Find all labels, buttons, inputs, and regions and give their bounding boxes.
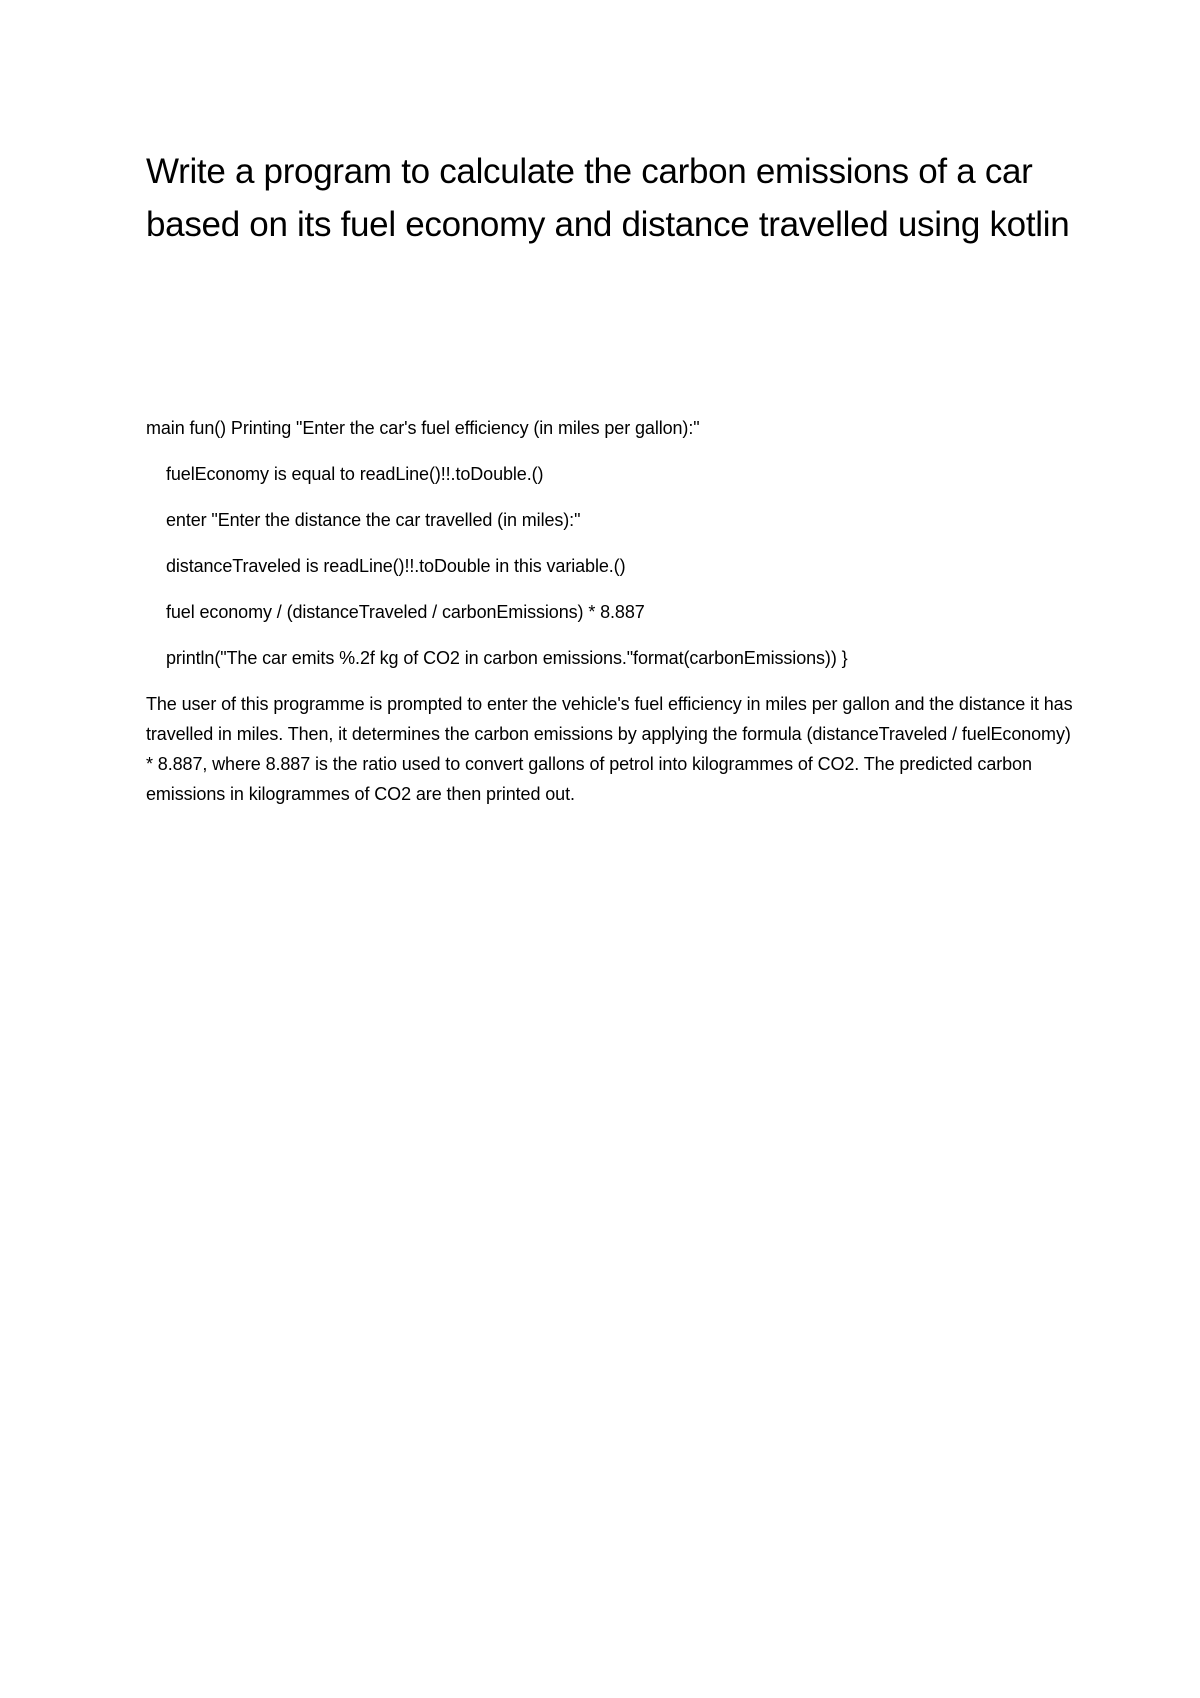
code-line: fuel economy / (distanceTraveled / carbonEmissions) * 8.887 xyxy=(166,602,645,622)
code-line: main fun() Printing "Enter the car's fuel efficiency (in miles per gallon):" xyxy=(146,418,700,438)
code-line: println("The car emits %.2f kg of CO2 in carbon emissions."format(carbonEmissions)) } xyxy=(166,648,848,668)
page-title: Write a program to calculate the carbon emissions of a car based on its fuel economy and distance travelled using kotlin xyxy=(146,152,1070,244)
code-line: enter "Enter the distance the car travelled (in miles):" xyxy=(166,510,581,530)
code-block xyxy=(146,416,1106,692)
code-line: fuelEconomy is equal to readLine()!!.toDouble.() xyxy=(166,464,544,484)
code-line: distanceTraveled is readLine()!!.toDouble in this variable.() xyxy=(166,556,626,576)
explanation-paragraph: The user of this programme is prompted to enter the vehicle's fuel efficiency in miles per gallon and the distance it has travelled in miles. Then, it determines the carbon emissions by applying the formula (distanceTraveled / fuelEconomy) * 8.887, where 8.887 is the ratio used to convert gallons of petrol into kilogrammes of CO2. The predicted carbon emissions in kilogrammes of CO2 are then printed out. xyxy=(146,694,1073,804)
